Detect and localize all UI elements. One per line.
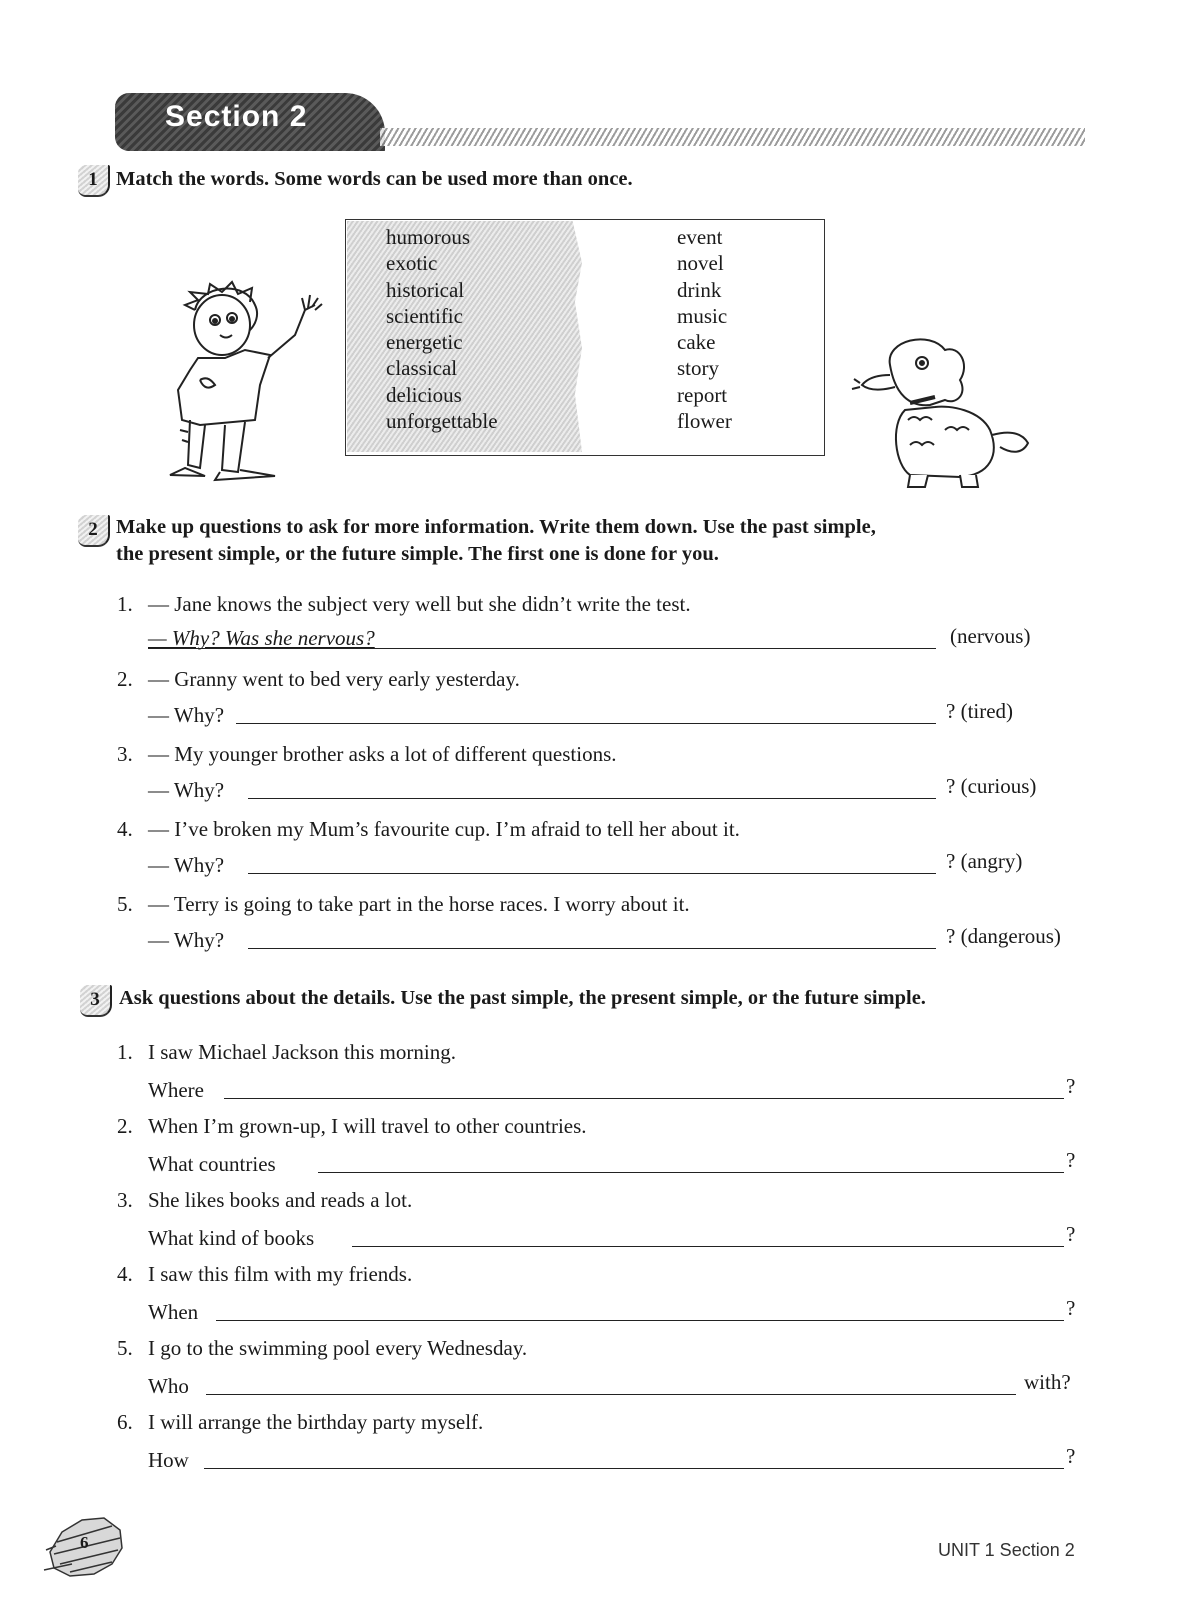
left-word: classical — [386, 356, 458, 381]
item-end: ? — [1066, 1074, 1076, 1098]
exercise-1-number: 1 — [78, 165, 110, 197]
left-word-list — [386, 224, 498, 434]
item-hint: ? (dangerous) — [946, 924, 1061, 948]
left-word: scientific — [386, 303, 463, 328]
item-prompt: Where — [148, 1078, 204, 1102]
exercise-3-number: 3 — [80, 985, 112, 1017]
exercise-3-instruction: Ask questions about the details. Use the past simple, the present simple, or the future simple. — [119, 987, 926, 1009]
answer-line[interactable] — [318, 1172, 1064, 1173]
item-statement: — I’ve broken my Mum’s favourite cup. I’m afraid to tell her about it. — [148, 817, 740, 841]
item-statement: She likes books and reads a lot. — [148, 1188, 413, 1212]
item-end: ? — [1066, 1296, 1076, 1320]
item-prompt: — Why? — [148, 928, 225, 952]
answer-line[interactable] — [236, 723, 936, 724]
item-number: 1. — [117, 592, 133, 616]
item-end: ? — [1066, 1222, 1076, 1246]
item-end: with? — [1024, 1370, 1071, 1394]
left-word: unforgettable — [386, 409, 498, 434]
left-word: historical — [386, 277, 465, 302]
left-word: delicious — [386, 382, 462, 407]
left-word: energetic — [386, 330, 463, 355]
item-statement: — My younger brother asks a lot of different questions. — [148, 742, 617, 766]
answer-line[interactable] — [204, 1468, 1064, 1469]
item-prompt: What countries — [148, 1152, 276, 1176]
item-number: 4. — [117, 1262, 133, 1286]
left-word: humorous — [386, 225, 470, 249]
right-word: music — [677, 303, 728, 328]
item-end: ? — [1066, 1444, 1076, 1468]
item-statement: When I’m grown-up, I will travel to other countries. — [148, 1114, 587, 1138]
footer-unit-label: UNIT 1 Section 2 — [938, 1540, 1075, 1560]
item-statement: — Terry is going to take part in the horse races. I worry about it. — [148, 892, 690, 916]
item-number: 2. — [117, 667, 133, 691]
page-number: 6 — [80, 1533, 89, 1552]
item-statement: I will arrange the birthday party myself. — [148, 1410, 484, 1434]
answer-line[interactable] — [352, 1246, 1064, 1247]
item-prompt: Who — [148, 1374, 189, 1398]
item-number: 2. — [117, 1114, 133, 1138]
answer-line[interactable] — [248, 873, 936, 874]
item-statement: I saw this film with my friends. — [148, 1262, 413, 1286]
exercise-2-number: 2 — [78, 515, 110, 547]
item-prompt: How — [148, 1448, 189, 1472]
item-prompt: What kind of books — [148, 1226, 315, 1250]
item-statement: I saw Michael Jackson this morning. — [148, 1040, 456, 1064]
left-word: exotic — [386, 251, 438, 276]
answer-line[interactable] — [216, 1320, 1064, 1321]
exercise-1-instruction: Match the words. Some words can be used more than once. — [116, 168, 633, 190]
item-number: 3. — [117, 742, 133, 766]
right-word: drink — [677, 277, 722, 302]
right-word: event — [677, 225, 723, 249]
item-hint: ? (angry) — [946, 849, 1023, 873]
item-prompt: When — [148, 1300, 199, 1324]
item-end: ? — [1066, 1148, 1076, 1172]
item-hint: ? (tired) — [946, 699, 1014, 723]
right-word: cake — [677, 330, 716, 355]
item-number: 5. — [117, 892, 133, 916]
item-statement: I go to the swimming pool every Wednesday. — [148, 1336, 528, 1360]
item-hint: ? (curious) — [946, 774, 1037, 798]
item-statement: — Granny went to bed very early yesterday. — [148, 667, 520, 691]
answer-line[interactable] — [224, 1098, 1064, 1099]
answer-line — [148, 648, 936, 649]
example-answer: — Why? Was she nervous? — [148, 626, 375, 650]
right-word: report — [677, 382, 728, 407]
right-word: flower — [677, 409, 732, 434]
item-statement: — Jane knows the subject very well but she didn’t write the test. — [148, 592, 691, 616]
exercise-2-instruction-line2: the present simple, or the future simple. The first one is done for you. — [116, 543, 719, 565]
poodle-illustration-icon — [850, 335, 1035, 495]
item-number: 1. — [117, 1040, 133, 1064]
right-word: story — [677, 356, 719, 381]
item-number: 3. — [117, 1188, 133, 1212]
boy-illustration-icon — [160, 280, 330, 500]
right-word: novel — [677, 251, 724, 276]
answer-line[interactable] — [206, 1394, 1016, 1395]
answer-line[interactable] — [248, 948, 936, 949]
section-divider — [380, 128, 1085, 146]
item-number: 4. — [117, 817, 133, 841]
item-prompt: — Why? — [148, 778, 225, 802]
answer-line[interactable] — [248, 798, 936, 799]
item-prompt: — Why? — [148, 703, 225, 727]
item-number: 5. — [117, 1336, 133, 1360]
item-hint: (nervous) — [950, 624, 1031, 648]
right-word-list — [677, 224, 732, 434]
section-title: Section 2 — [165, 100, 308, 133]
item-number: 6. — [117, 1410, 133, 1434]
exercise-2-instruction-line1: Make up questions to ask for more information. Write them down. Use the past simple, — [116, 516, 876, 538]
item-prompt: — Why? — [148, 853, 225, 877]
